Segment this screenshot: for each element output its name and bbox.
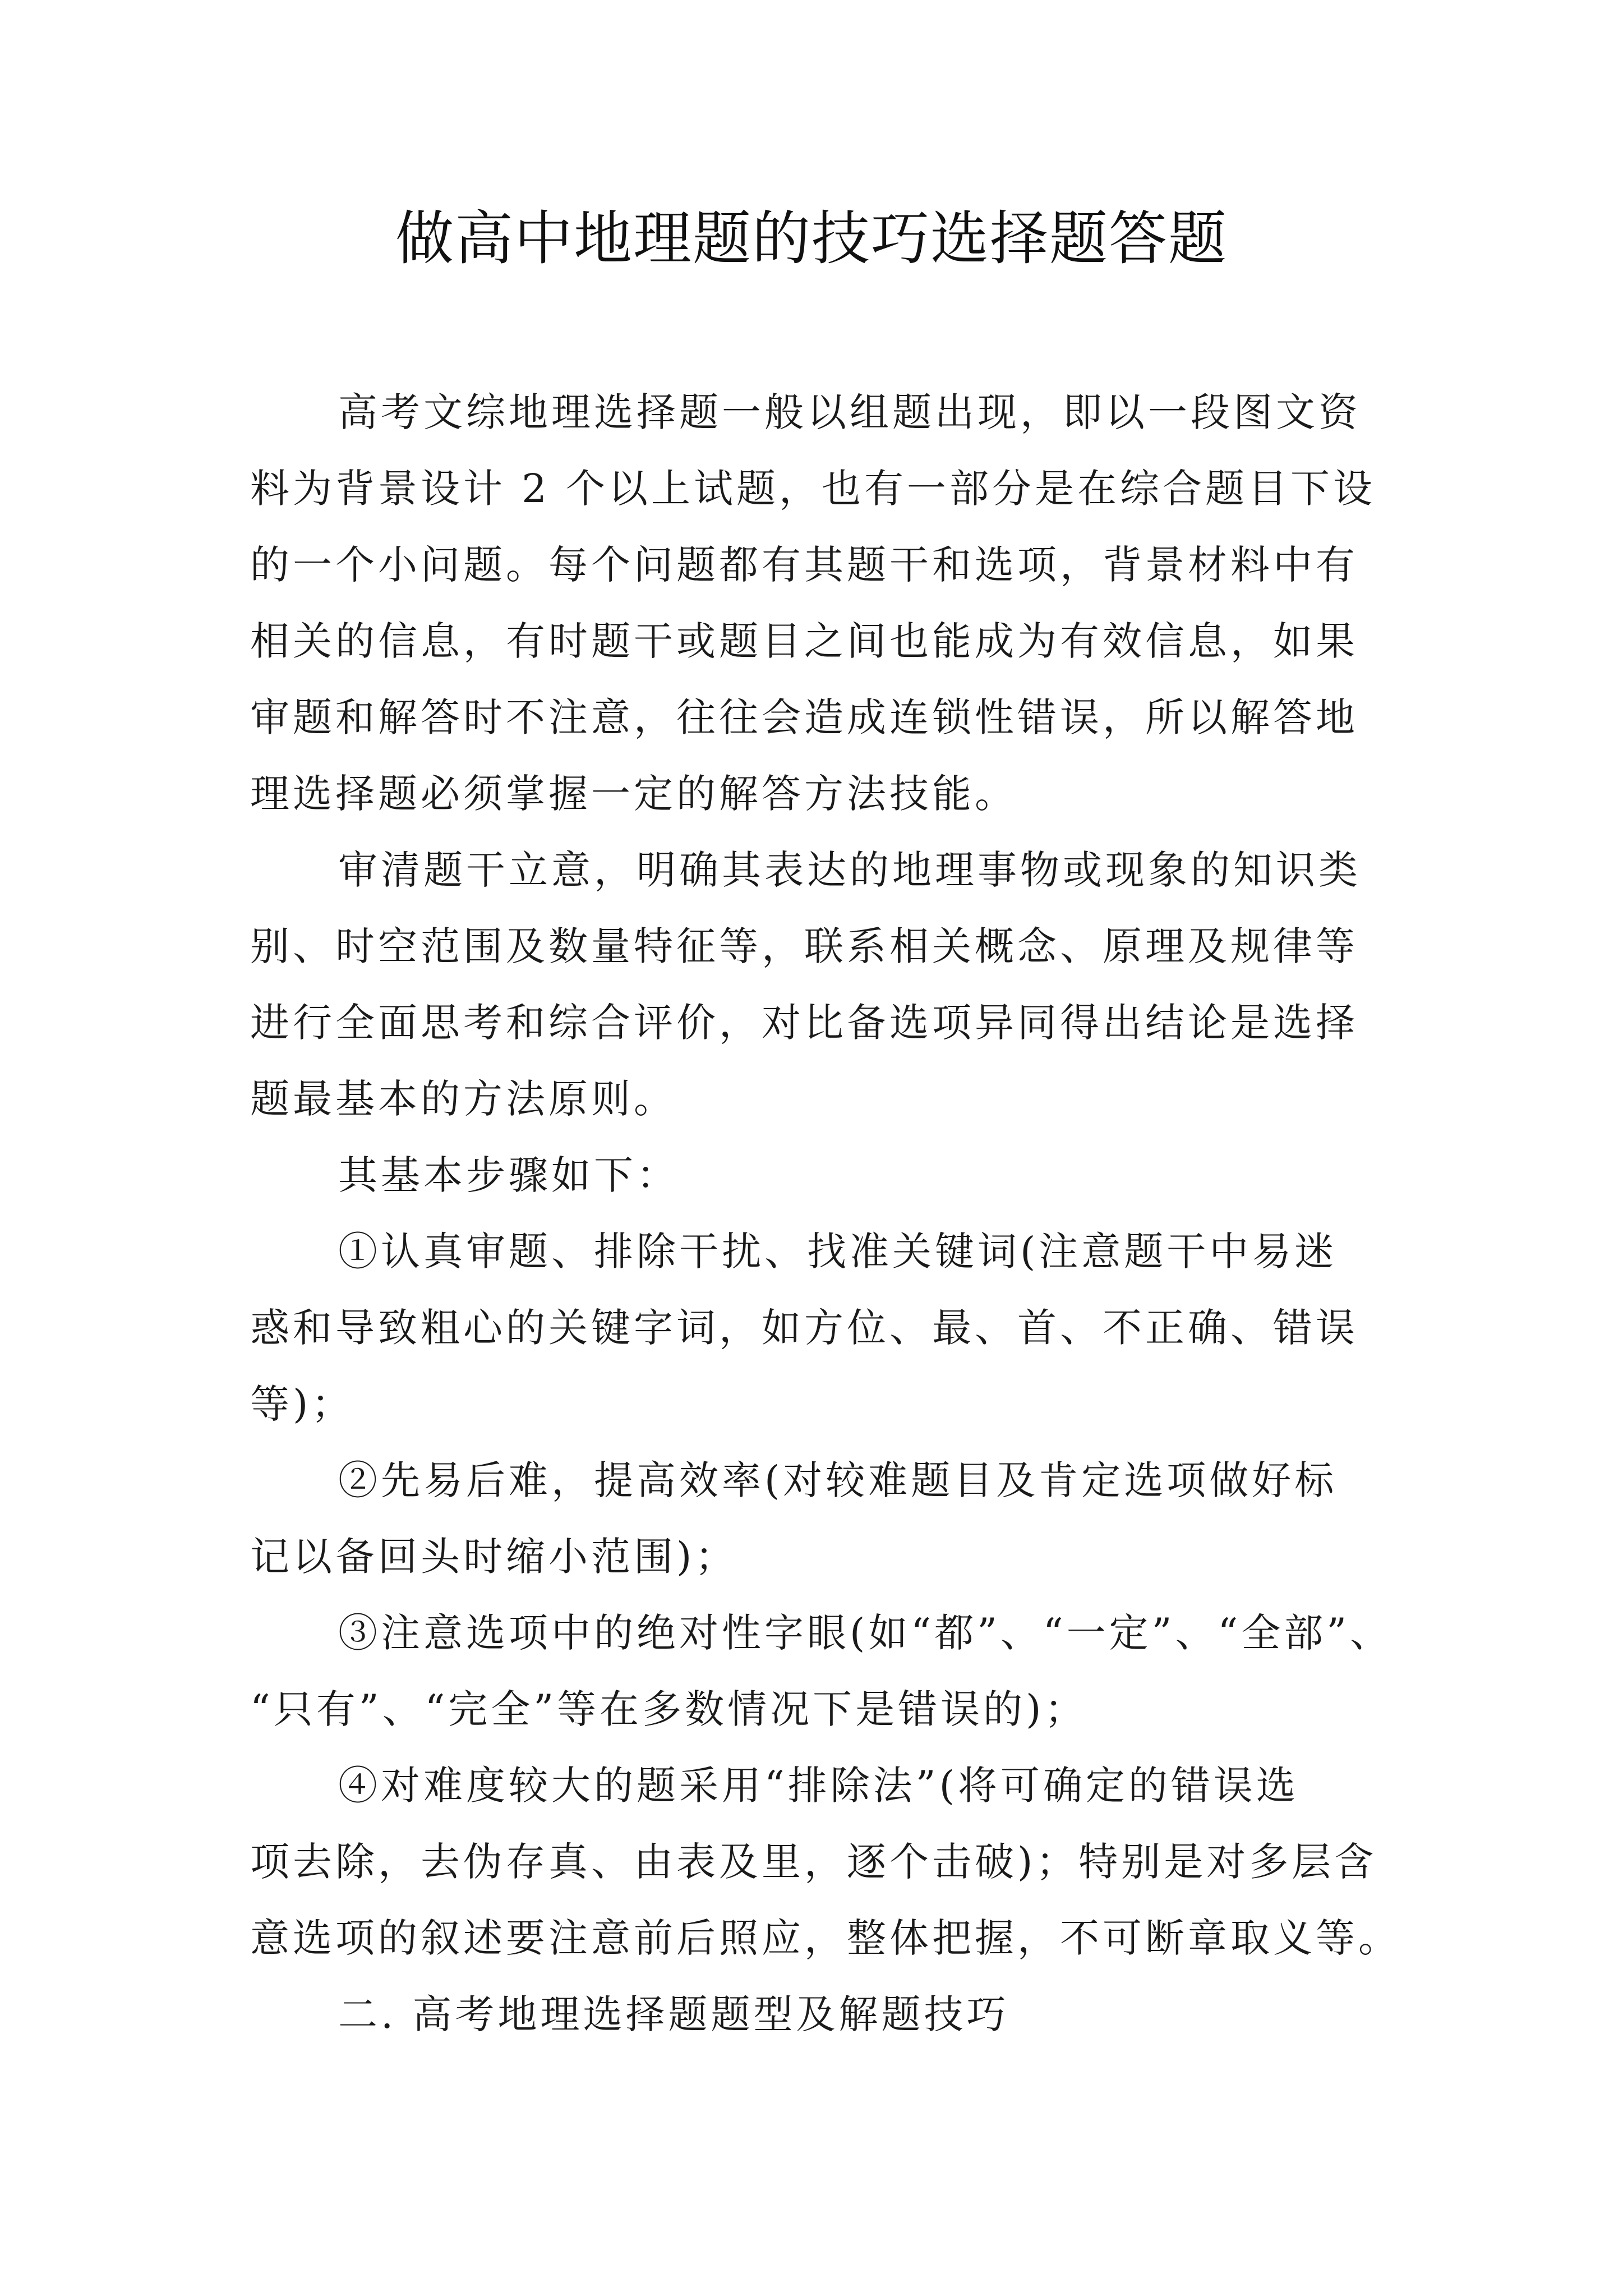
list-item-3-line: ③注意选项中的绝对性字眼(如“都”、“一定”、“全部”、 — [338, 1610, 1393, 1656]
list-item-1-line: 惑和导致粗心的关键字词，如方位、最、首、不正确、错误 — [250, 1305, 1358, 1351]
paragraph-line: 的一个小问题。每个问题都有其题干和选项，背景材料中有 — [250, 542, 1358, 588]
list-item-4-line: 意选项的叙述要注意前后照应，整体把握，不可断章取义等。 — [250, 1915, 1401, 1961]
list-item-2-line: ②先易后难，提高效率(对较难题目及肯定选项做好标 — [338, 1457, 1338, 1503]
paragraph-line: 审题和解答时不注意，往往会造成连锁性错误，所以解答地 — [250, 694, 1358, 740]
paragraph-line: 理选择题必须掌握一定的解答方法技能。 — [250, 771, 1017, 817]
paragraph-line: 题最基本的方法原则。 — [250, 1076, 676, 1122]
list-item-1-line: ①认真审题、排除干扰、找准关键词(注意题干中易迷 — [338, 1228, 1338, 1274]
paragraph-line: 别、时空范围及数量特征等，联系相关概念、原理及规律等 — [250, 923, 1358, 969]
document-title: 做高中地理题的技巧选择题答题 — [395, 204, 1228, 273]
paragraph-line: 审清题干立意，明确其表达的地理事物或现象的知识类 — [338, 847, 1361, 893]
list-item-4-line: 项去除，去伪存真、由表及里，逐个击破)；特别是对多层含 — [250, 1839, 1377, 1885]
paragraph-line: 其基本步骤如下： — [338, 1152, 679, 1198]
list-item-2-line: 记以备回头时缩小范围)； — [250, 1534, 738, 1580]
list-item-4-line: ④对难度较大的题采用“排除法”(将可确定的错误选 — [338, 1763, 1299, 1809]
paragraph-line: 相关的信息，有时题干或题目之间也能成为有效信息，如果 — [250, 618, 1358, 664]
list-item-3-line: “只有”、“完全”等在多数情况下是错误的)； — [250, 1686, 1087, 1732]
paragraph-line: 料为背景设计 2 个以上试题，也有一部分是在综合题目下设 — [250, 466, 1376, 512]
section-heading: 二. 高考地理选择题题型及解题技巧 — [338, 1991, 1009, 2037]
paragraph-line: 进行全面思考和综合评价，对比备选项异同得出结论是选择 — [250, 1000, 1358, 1046]
list-item-1-line: 等)； — [250, 1381, 354, 1427]
paragraph-line: 高考文综地理选择题一般以组题出现，即以一段图文资 — [338, 389, 1361, 435]
